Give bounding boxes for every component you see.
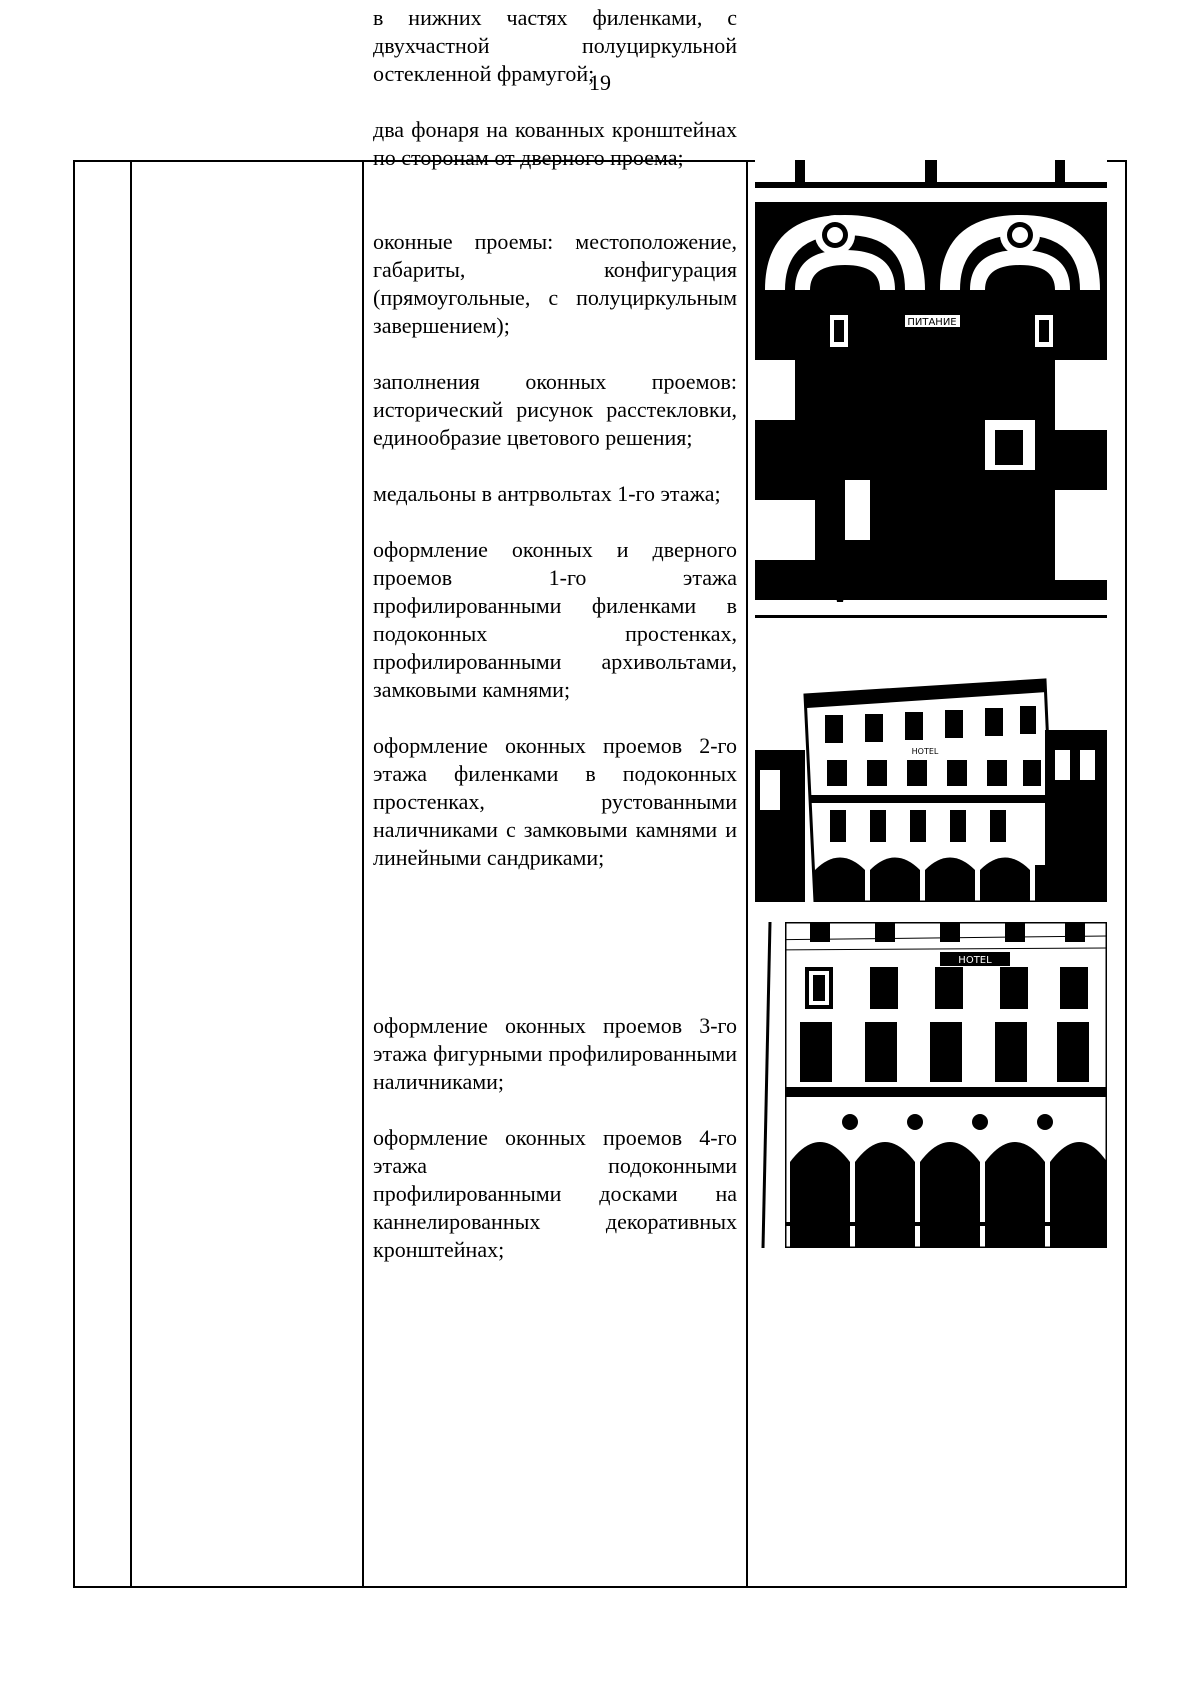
- hotel-facade-sign-text: HOTEL: [958, 955, 992, 966]
- column-divider-1: [130, 162, 132, 1586]
- list-item: медальоны в антрвольтах 1-го этажа;: [373, 481, 721, 506]
- page-number: 19: [589, 70, 611, 95]
- list-item: оформление оконных проемов 2-го этажа филенками в подоконных простенках, рустованными наличниками с замковыми камнями и линейными сандриками;: [373, 733, 737, 870]
- hotel-sign-text: HOTEL: [911, 747, 939, 756]
- facade-perspective-photo: [755, 670, 1107, 902]
- facade-front-photo: [755, 922, 1107, 1248]
- list-item: оконные проемы: местоположение, габариты, конфигурация (прямоугольные, с полуциркульным завершением);: [373, 229, 737, 338]
- description-column: [373, 4, 737, 1264]
- column-divider-2: [362, 162, 364, 1586]
- list-item: оформление оконных проемов 4-го этажа подоконными профилированными досками на каннелированных декоративных кронштейнах;: [373, 1125, 737, 1262]
- column-divider-3: [746, 162, 748, 1586]
- list-item: оформление оконных и дверного проемов 1-го этажа профилированными филенками в подоконных простенках, профилированными архивольтами, замковыми камнями;: [373, 537, 737, 702]
- shop-sign-text: ПИТАНИЕ: [907, 317, 957, 328]
- list-item: в нижних частях филенками, с двухчастной полуциркульной остекленной фрамугой;: [373, 5, 737, 86]
- entrance-arches-photo: [755, 160, 1107, 635]
- list-item: оформление оконных проемов 3-го этажа фигурными профилированными наличниками;: [373, 1013, 737, 1094]
- list-item: заполнения оконных проемов: исторический рисунок расстекловки, единообразие цветового решения;: [373, 369, 737, 450]
- list-item: два фонаря на кованных кронштейнах по сторонам от дверного проема;: [373, 117, 737, 170]
